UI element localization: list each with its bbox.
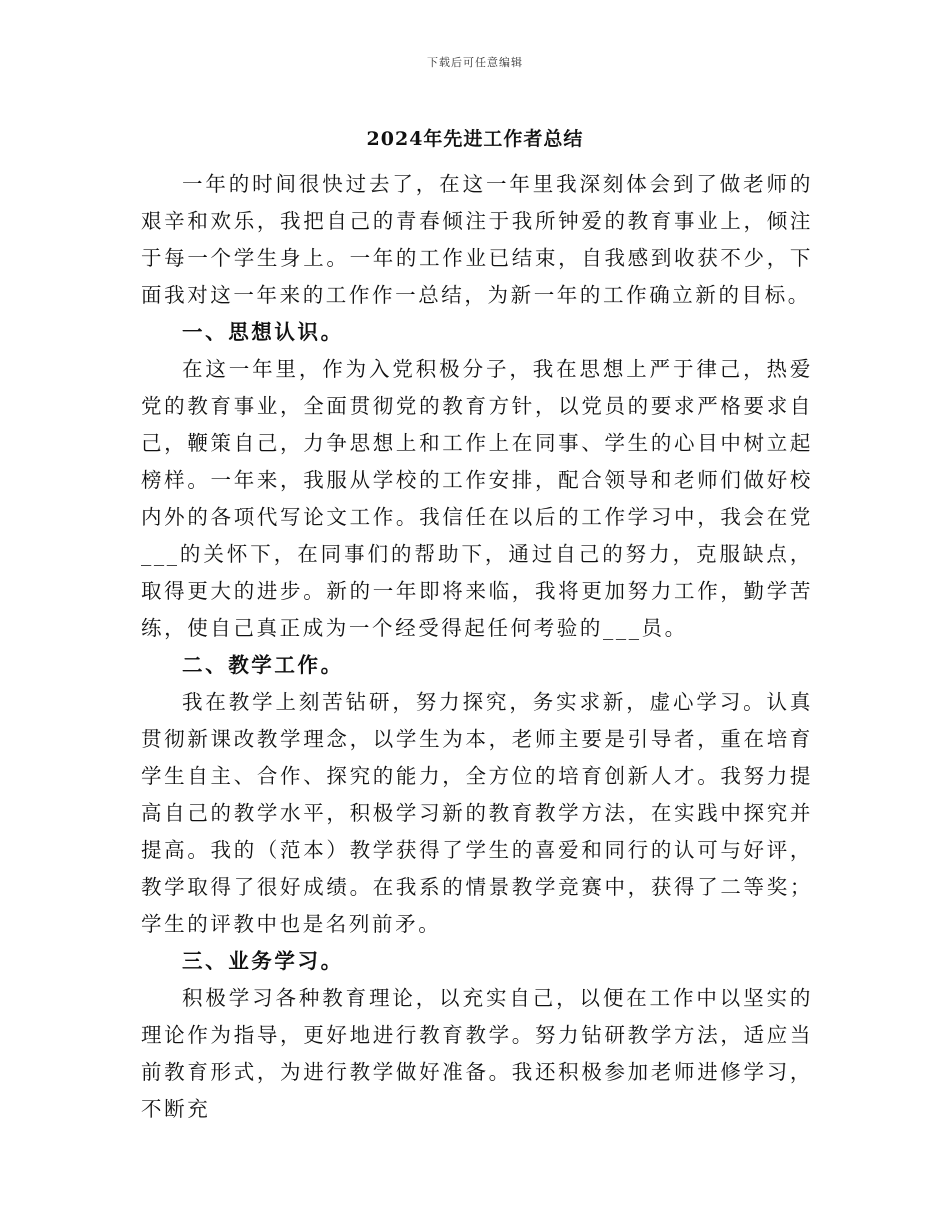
section-paragraph-thought: 在这一年里，作为入党积极分子，我在思想上严于律己，热爱党的教育事业，全面贯彻党的教育方针，以党员的要求严格要求自己，鞭策自己，力争思想上和工作上在同事、学生的心目中树立起榜样。一年来，我服从学校的工作安排，配合领导和老师们做好校内外的各项代写论文工作。我信任在以后的工作学习中，我会在党___的关怀下，在同事们的帮助下，通过自己的努力，克服缺点，取得更大的进步。新的一年即将来临，我将更加努力工作，勤学苦练，使自己真正成为一个经受得起任何考验的___员。 [141,357,813,640]
intro-paragraph: 一年的时间很快过去了，在这一年里我深刻体会到了做老师的艰辛和欢乐，我把自己的青春倾注于我所钟爱的教育事业上，倾注于每一个学生身上。一年的工作业已结束，自我感到收获不少，下面我对这一年来的工作作一总结，为新一年的工作确立新的目标。 [141,172,813,307]
document-body [141,166,813,1128]
section-heading-teaching: 二、教学工作。 [182,653,344,677]
section-paragraph-study: 积极学习各种教育理论，以充实自己，以便在工作中以坚实的理论作为指导，更好地进行教育教学。努力钻研教学方法，适应当前教育形式，为进行教学做好准备。我还积极参加老师进修学习，不断充 [141,986,813,1121]
document-title: 2024年先进工作者总结 [366,128,584,150]
header-note: 下载后可任意编辑 [427,56,523,69]
section-heading-thought: 一、思想认识。 [182,320,344,344]
section-heading-study: 三、业务学习。 [182,949,344,973]
section-paragraph-teaching: 我在教学上刻苦钻研，努力探究，务实求新，虚心学习。认真贯彻新课改教学理念，以学生为本，老师主要是引导者，重在培育学生自主、合作、探究的能力，全方位的培育创新人才。我努力提高自己的教学水平，积极学习新的教育教学方法，在实践中探究并提高。我的（范本）教学获得了学生的喜爱和同行的认可与好评，教学取得了很好成绩。在我系的情景教学竞赛中，获得了二等奖；学生的评教中也是名列前矛。 [141,690,813,936]
